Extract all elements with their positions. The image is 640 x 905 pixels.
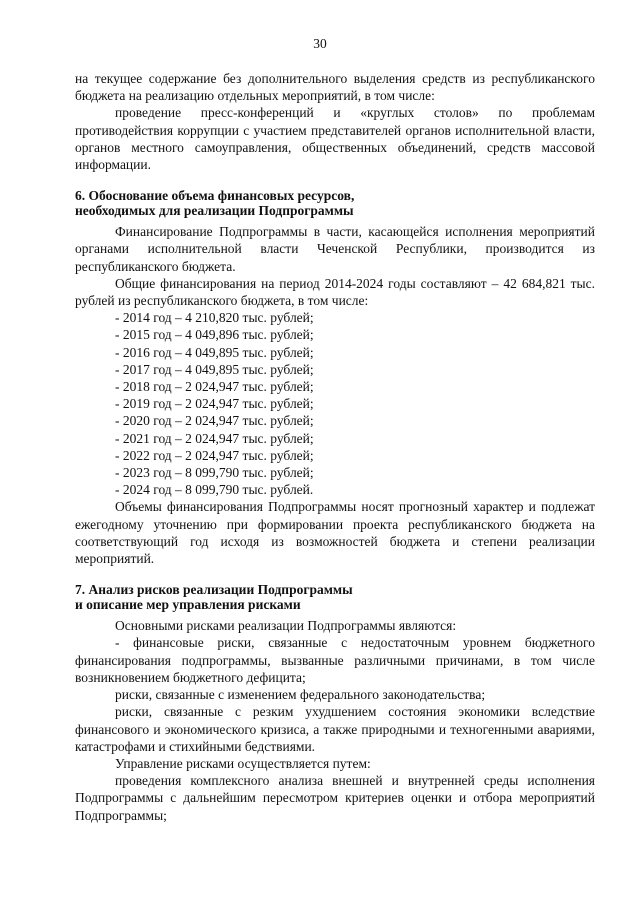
intro-paragraph-1: на текущее содержание без дополнительного выделения средств из республиканского бюджета на реализацию отдельных мероприятий, в том числе: (75, 71, 595, 104)
list-item: - 2019 год – 2 024,947 тыс. рублей; (115, 396, 314, 412)
list-item: - 2021 год – 2 024,947 тыс. рублей; (115, 430, 314, 446)
list-item: - 2017 год – 4 049,895 тыс. рублей; (115, 361, 314, 377)
section-7-paragraph-5: Управление рисками осуществляется путем: (115, 755, 371, 771)
section-7-paragraph-1: Основными рисками реализации Подпрограммы являются: (115, 618, 457, 634)
page-number: 30 (313, 36, 327, 51)
section-7-paragraph-4: риски, связанные с резким ухудшением состояния экономики вследствие финансового и экономического кризиса, а также природными и техногенными авариями, катастрофами и стихийными бедствиями. (75, 704, 595, 754)
section-7-paragraph-3: риски, связанные с изменением федерального законодательства; (115, 687, 486, 703)
list-item: - 2016 год – 4 049,895 тыс. рублей; (115, 344, 314, 360)
section-6-title-line-2: необходимых для реализации Подпрограммы (75, 203, 354, 219)
list-item: - 2022 год – 2 024,947 тыс. рублей; (115, 447, 314, 463)
list-item: - 2018 год – 2 024,947 тыс. рублей; (115, 379, 314, 395)
section-6-paragraph-2: Общие финансирования на период 2014-2024 годы составляют – 42 684,821 тыс. рублей из республиканского бюджета, в том числе: (75, 275, 595, 309)
list-item: - 2024 год – 8 099,790 тыс. рублей. (115, 482, 314, 498)
section-7-paragraph-6: проведения комплексного анализа внешней и внутренней среды исполнения Подпрограммы с дальнейшим пересмотром критериев оценки и отбора мероприятий Подпрограммы; (75, 773, 595, 823)
page-content (75, 70, 595, 824)
section-6-paragraph-3: Объемы финансирования Подпрограммы носят прогнозный характер и подлежат ежегодному уточнению при формировании проекта республиканского бюджета на соответствующий год исходя из возможностей бюджета и степени реализации мероприятий. (75, 499, 595, 567)
list-item: - 2020 год – 2 024,947 тыс. рублей; (115, 413, 314, 429)
list-item: - 2015 год – 4 049,896 тыс. рублей; (115, 327, 314, 343)
section-6-paragraph-1: Финансирование Подпрограммы в части, касающейся исполнения мероприятий органами исполнительной власти Чеченской Республики, производится из республиканского бюджета. (75, 224, 595, 274)
section-7-title-line-1: 7. Анализ рисков реализации Подпрограммы (75, 582, 353, 598)
funding-by-year-list (75, 309, 595, 498)
list-item: - 2014 год – 4 210,820 тыс. рублей; (115, 310, 314, 326)
section-6-title-line-1: 6. Обоснование объема финансовых ресурсов, (75, 188, 355, 204)
intro-paragraph-2: проведение пресс-конференций и «круглых столов» по проблемам противодействия коррупции с участием представителей органов исполнительной власти, органов местного самоуправления, общественных объединений, средств массовой информации. (75, 105, 595, 173)
list-item: - 2023 год – 8 099,790 тыс. рублей; (115, 465, 314, 481)
section-7-title-line-2: и описание мер управления рисками (75, 597, 301, 613)
section-7-paragraph-2: - финансовые риски, связанные с недостаточным уровнем бюджетного финансирования подпрограммы, вызванные различными причинами, в том числе возникновением бюджетного дефицита; (75, 635, 595, 685)
